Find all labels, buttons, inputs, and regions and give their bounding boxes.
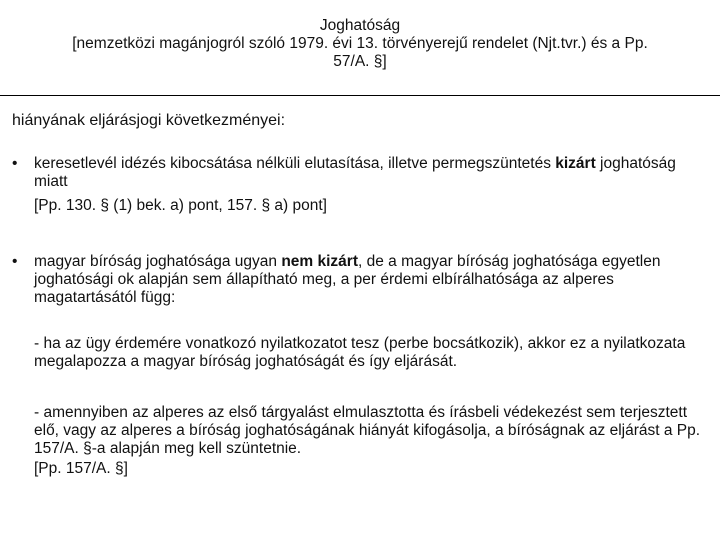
sub-item-2 xyxy=(34,404,714,478)
title-divider xyxy=(0,95,720,96)
title-subtitle-line: [nemzetközi magánjogról szóló 1979. évi 13. törvényerejű rendelet (Njt.tvr.) és a Pp. xyxy=(72,35,648,52)
section-heading: hiányának eljárásjogi következményei: xyxy=(12,112,286,129)
title-subtitle-line-2: 57/A. §] xyxy=(333,53,387,70)
bullet-text-part: joghatóság miatt xyxy=(34,155,676,190)
title-block xyxy=(10,17,710,71)
bullet-text-part: keresetlevél idézés kibocsátása nélküli elutasítása, illetve permegszüntetés xyxy=(34,155,556,172)
bullet-item-2 xyxy=(12,253,712,307)
bullet-icon: • xyxy=(12,155,18,172)
bullet-bold-text: kizárt xyxy=(555,155,596,172)
bullet-bold-text: nem kizárt xyxy=(281,253,358,270)
bullet-text-1 xyxy=(34,155,712,191)
page-title: Joghatóság xyxy=(319,17,401,34)
bullet-text-2 xyxy=(34,253,712,307)
legal-reference: [Pp. 130. § (1) bek. a) pont, 157. § a) pont] xyxy=(34,197,327,214)
legal-reference: [Pp. 157/A. §] xyxy=(34,460,128,477)
sub-item-1: - ha az ügy érdemére vonatkozó nyilatkozatot tesz (perbe bocsátkozik), akkor ez a nyilatkozata megalapozza a magyar bíróság joghatóságát és így eljárását. xyxy=(34,335,686,370)
bullet-text-part: magyar bíróság joghatósága ugyan xyxy=(34,253,282,270)
sub-item-2-text: - amennyiben az alperes az első tárgyalást elmulasztotta és írásbeli védekezést sem terjesztett elő, vagy az alperes a bíróság joghatóságának hiányát kifogásolja, a bíróságnak az eljárást a Pp. 157/A. §-a alapján meg kell szüntetnie. xyxy=(34,404,701,457)
bullet-icon: • xyxy=(12,253,18,270)
bullet-text-part: , de a magyar bíróság joghatósága egyetlen joghatósági ok alapján sem állapítható meg, a per érdemi elbírálhatósága az alperes magatartásától függ: xyxy=(34,253,661,306)
bullet-item-1 xyxy=(12,155,712,215)
